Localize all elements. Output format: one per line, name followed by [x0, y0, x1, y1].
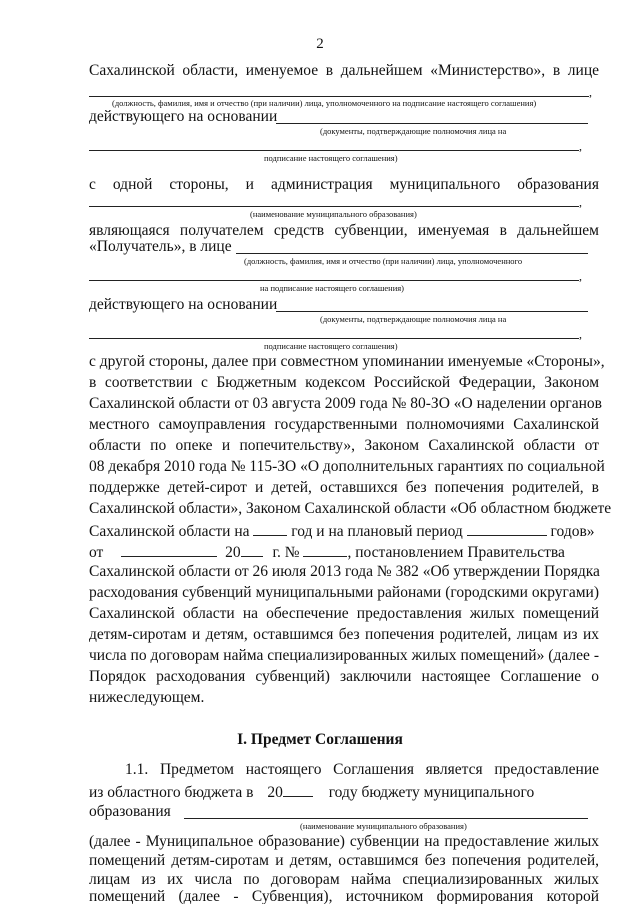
section-paragraph-line: помещений детям-сиротам и детям, оставшимся без попечения родителей, — [89, 852, 599, 869]
paragraph-line: с другой стороны, далее при совместном упоминании именуемые «Стороны», — [89, 353, 605, 370]
section-line-year — [89, 782, 599, 802]
blank-section-year — [283, 782, 313, 797]
resolution-text-rest: , постановлением Правительства — [347, 544, 565, 561]
caption-representative: (должность, фамилия, имя и отчество (при наличии) лица, уполномоченного на подписание настоящего соглашения) — [112, 98, 537, 108]
fill-line-basis-2 — [276, 311, 588, 312]
fill-line-basis-cont — [89, 150, 579, 151]
section-paragraph-line: 1.1. Предметом настоящего Соглашения является предоставление — [125, 761, 599, 778]
caption-signing-2: подписание настоящего соглашения) — [264, 341, 398, 351]
comma-mark: , — [579, 195, 582, 209]
resolution-text-number: г. № — [272, 544, 300, 561]
section-text-year: 20 — [267, 784, 283, 801]
paragraph-line: 08 декабря 2010 года № 115-ЗО «О дополнительных гарантиях по социальной — [89, 458, 605, 475]
basis-label: действующего на основании — [89, 108, 278, 125]
blank-resolution-date — [121, 542, 217, 557]
paragraph-line: Сахалинской области от 03 августа 2009 года № 80-ЗО «О наделении органов — [89, 395, 602, 412]
section-paragraph-line: помещений (далее - Субвенция), источником формирования которой — [89, 890, 599, 904]
comma-mark: , — [579, 269, 582, 283]
caption-recipient-signing: на подписание настоящего соглашения) — [260, 283, 404, 293]
budget-text-c: годов» — [550, 523, 595, 540]
budget-text-a: Сахалинской области на — [89, 523, 250, 540]
paragraph-line: в соответствии с Бюджетным кодексом Российской Федерации, Законом — [89, 374, 599, 391]
section-municipality-label: образования — [89, 803, 171, 820]
caption-documents-2: (документы, подтверждающие полномочия лица на — [320, 314, 507, 324]
caption-section-municipality: (наименование муниципального образования) — [300, 821, 467, 831]
resolution-text-year: 20 — [225, 544, 241, 561]
paragraph-line-resolution — [89, 542, 599, 562]
party-ministry-line: Сахалинской области, именуемое в дальнейшем «Министерство», в лице — [89, 62, 599, 79]
comma-mark: , — [579, 139, 582, 153]
recipient-person-label: «Получатель», в лице — [89, 238, 232, 255]
paragraph-line: Сахалинской области на обеспечение предоставления жилых помещений — [89, 605, 599, 622]
resolution-text-from: от — [89, 544, 104, 561]
section-paragraph-line: (далее - Муниципальное образование) субвенции на предоставление жилых — [89, 833, 599, 850]
caption-municipality: (наименование муниципального образования) — [250, 209, 417, 219]
comma-mark: , — [579, 327, 582, 341]
caption-signing: подписание настоящего соглашения) — [264, 153, 398, 163]
fill-line-basis-2-cont — [89, 338, 579, 339]
paragraph-line: Порядок расходования субвенций) заключили настоящее Соглашение о — [89, 668, 599, 685]
paragraph-line-budget-years — [89, 521, 599, 541]
paragraph-line: Сахалинской области от 26 июля 2013 года № 382 «Об утверждении Порядка — [89, 563, 600, 580]
paragraph-line: расходования субвенций муниципальными районами (городскими округами) — [89, 584, 599, 601]
blank-resolution-year — [241, 542, 263, 557]
paragraph-line: Сахалинской области», Законом Сахалинской области «Об областном бюджете — [89, 500, 612, 517]
section-paragraph-line: лицам из их числа по договорам найма специализированных жилых — [89, 871, 599, 888]
paragraph-last-line: нижеследующем. — [89, 689, 205, 706]
paragraph-line: поддержке детей-сирот и детей, оставшихся без попечения родителей, в — [89, 479, 599, 496]
fill-line-municipality — [89, 206, 579, 207]
comma-mark: , — [589, 85, 592, 99]
section-text-a: из областного бюджета в — [89, 784, 254, 801]
recipient-line: являющаяся получателем средств субвенции, именуемая в дальнейшем — [89, 222, 599, 239]
paragraph-line: числа по договорам найма специализированных жилых помещений» (далее - — [89, 647, 599, 664]
caption-documents: (документы, подтверждающие полномочия лица на — [320, 126, 507, 136]
budget-text-b: год и на плановый период — [291, 523, 463, 540]
fill-line-section-municipality — [184, 818, 588, 819]
fill-line-basis — [276, 123, 588, 124]
section-title: I. Предмет Соглашения — [237, 731, 403, 748]
caption-recipient-person: (должность, фамилия, имя и отчество (при наличии) лица, уполномоченного — [244, 256, 523, 266]
fill-line-recipient-person — [236, 253, 588, 254]
paragraph-line: местного самоуправления государственными полномочиями Сахалинской — [89, 416, 599, 433]
page-number: 2 — [316, 36, 324, 52]
fill-line-representative — [89, 96, 589, 97]
fill-line-recipient-person-cont — [89, 280, 579, 281]
paragraph-line: области по опеке и попечительству», Законом Сахалинской области от — [89, 437, 599, 454]
blank-budget-year — [253, 521, 287, 536]
basis-label-2: действующего на основании — [89, 296, 278, 313]
section-text-c: году бюджету муниципального — [328, 784, 535, 801]
blank-resolution-number — [303, 542, 347, 557]
blank-planning-period — [467, 521, 547, 536]
party-administration-line: с одной стороны, и администрация муниципального образования — [89, 176, 599, 193]
paragraph-line: детям-сиротам и детям, оставшимся без попечения родителей, лицам из их — [89, 626, 599, 643]
